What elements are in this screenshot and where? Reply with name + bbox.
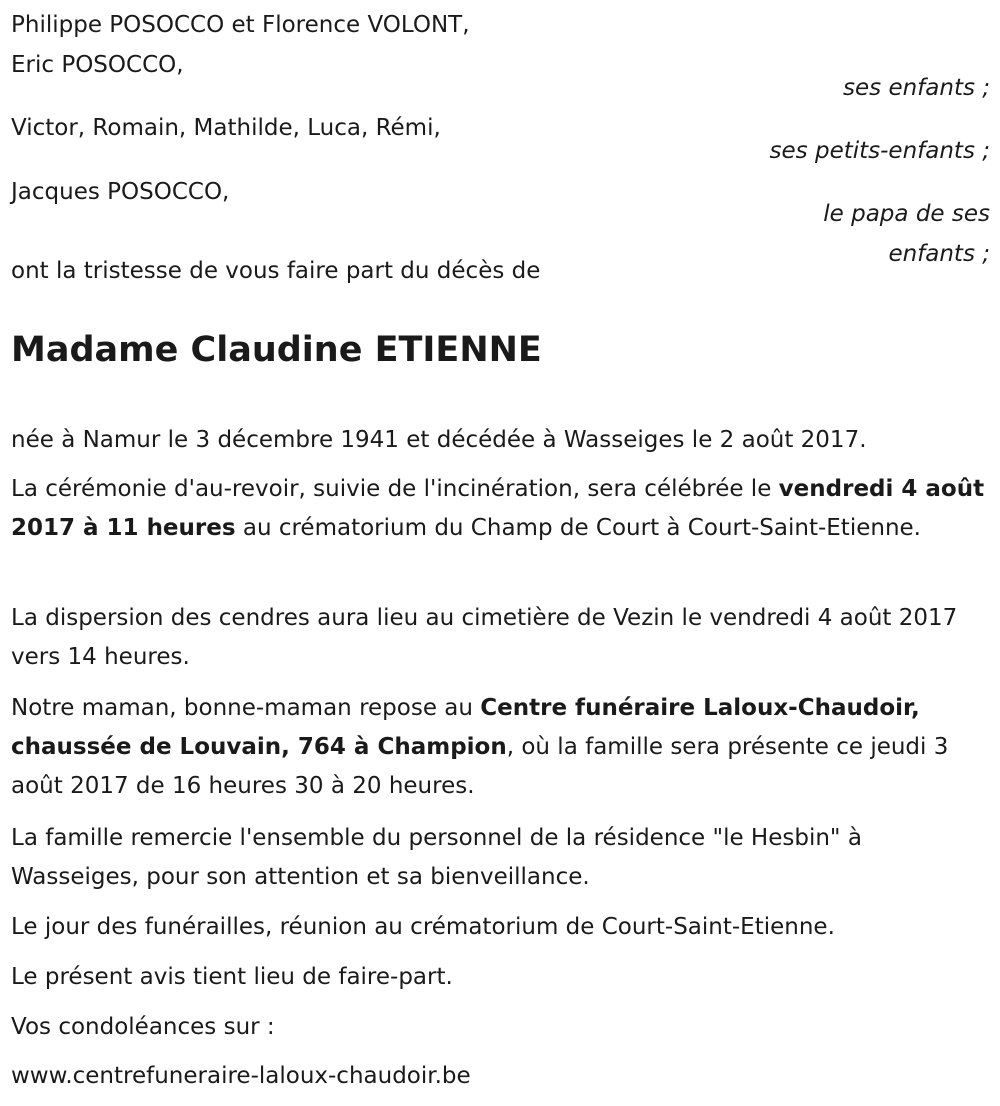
grandchildren-names: Victor, Romain, Mathilde, Luca, Rémi,	[11, 115, 441, 141]
birth-death-paragraph: née à Namur le 3 décembre 1941 et décédée à Wasseiges le 2 août 2017.	[11, 427, 867, 453]
repose-paragraph	[11, 689, 986, 806]
funeral-day-paragraph: Le jour des funérailles, réunion au crématorium de Court-Saint-Etienne.	[11, 914, 835, 940]
condolences-website: www.centrefuneraire-laloux-chaudoir.be	[11, 1063, 471, 1089]
repose-text: Notre maman, bonne-maman repose au	[11, 695, 481, 721]
ceremony-paragraph	[11, 470, 986, 548]
role-father-line-2: enfants ;	[888, 241, 990, 267]
family-line-1: Philippe POSOCCO et Florence VOLONT,	[11, 12, 470, 38]
thanks-paragraph: La famille remercie l'ensemble du personnel de la résidence "le Hesbin" à Wasseiges, pour son attention et sa bienveillance.	[11, 825, 862, 890]
role-children: ses enfants ;	[843, 75, 990, 101]
father-name: Jacques POSOCCO,	[11, 179, 230, 205]
notice-paragraph: Le présent avis tient lieu de faire-part.	[11, 964, 453, 990]
ceremony-location: au crématorium du Champ de Court à Court-Saint-Etienne.	[235, 515, 921, 541]
dispersion-paragraph: La dispersion des cendres aura lieu au cimetière de Vezin le vendredi 4 août 2017 vers 14 heures.	[11, 605, 958, 670]
role-father-line-1: le papa de ses	[823, 201, 990, 227]
visiting-hours: , où la famille sera présente ce jeudi 3 août 2017 de 16 heures 30 à 20 heures.	[11, 734, 949, 799]
announcement-text: ont la tristesse de vous faire part du décès de	[11, 258, 541, 284]
ceremony-text: La cérémonie d'au-revoir, suivie de l'incinération, sera célébrée le	[11, 476, 779, 502]
ceremony-date: vendredi 4 août 2017 à 11 heures	[11, 476, 985, 541]
deceased-name: Madame Claudine ETIENNE	[11, 330, 542, 370]
role-grandchildren: ses petits-enfants ;	[769, 138, 990, 164]
family-line-2: Eric POSOCCO,	[11, 52, 184, 78]
funeral-center-address: Centre funéraire Laloux-Chaudoir, chaussée de Louvain, 764 à Champion	[11, 695, 920, 760]
condolences-label: Vos condoléances sur :	[11, 1014, 275, 1040]
